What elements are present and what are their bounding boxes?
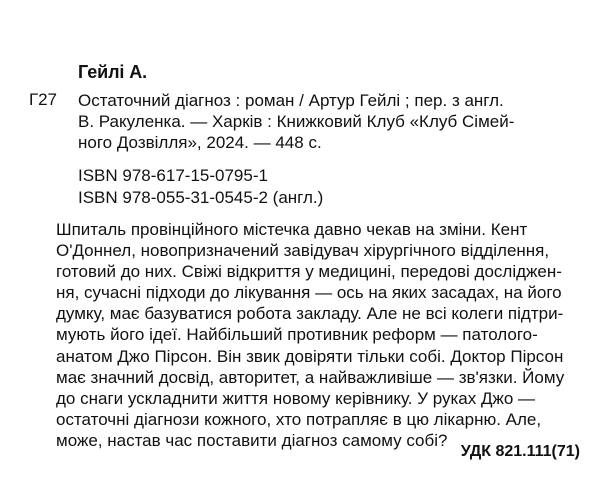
annotation-line: думку, має базуватися робота закладу. Але не всі колеги підтри- [56,304,564,324]
biblio-line: Остаточний діагноз : роман / Артур Гейлі ; пер. з англ. [78,91,504,110]
annotation-line: готовий до них. Свіжі відкриття у медицині, передові досліджен- [56,262,562,282]
annotation-line: ня, сучасні підходи до лікування — ось на яких засадах, на його [56,283,562,303]
biblio-line: В. Ракуленка. — Харків : Книжковий Клуб «Клуб Сімей- [78,112,515,131]
annotation-line: анатом Джо Пірсон. Він звик довіряти тільки собі. Доктор Пірсон [56,346,564,366]
annotation-line: може, настав час поставити діагноз самому собі? [56,430,448,450]
isbn-line: ISBN 978-617-15-0795-1 [78,166,268,185]
bibliographic-description [78,90,578,153]
classification-code: Г27 [29,90,57,109]
isbn-block [78,165,323,209]
annotation [56,219,576,451]
biblio-line: ного Дозвілля», 2024. — 448 с. [78,133,322,152]
annotation-line: остаточні діагнози кожного, хто потрапляє в цю лікарню. Але, [56,409,542,429]
annotation-line: О'Доннел, новопризначений завідувач хірургічного відділення, [56,241,550,261]
annotation-line: має значний досвід, авторитет, а найважливіше — зв'язки. Йому [56,367,565,387]
udc-code: УДК 821.111(71) [460,443,580,460]
author-name: Гейлі А. [78,62,148,82]
annotation-line: до снаги ускладнити життя новому керівнику. У руках Джо — [56,388,536,408]
annotation-line: мують його ідеї. Найбільший противник реформ — патолого- [56,325,538,345]
annotation-line: Шпиталь провінційного містечка давно чекав на зміни. Кент [56,220,528,239]
isbn-line: ISBN 978-055-31-0545-2 (англ.) [78,188,324,207]
